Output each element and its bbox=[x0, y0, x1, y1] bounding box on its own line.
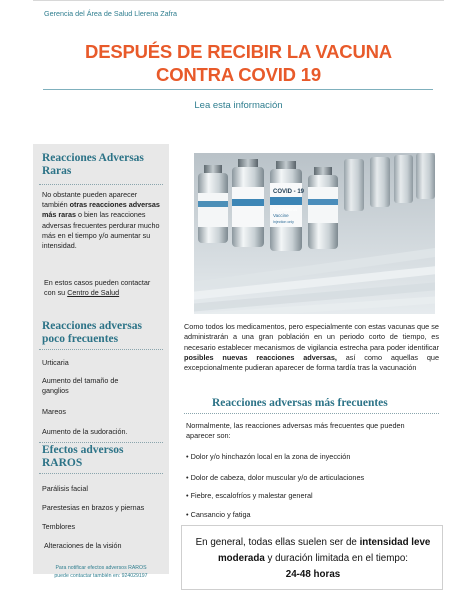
uncommon-heading-line-1: Reacciones adversas bbox=[42, 320, 142, 332]
title-line-2: CONTRA COVID 19 bbox=[156, 64, 321, 85]
vaccine-vials-photo bbox=[194, 153, 435, 314]
title-line-1: DESPUÉS DE RECIBIR LA VACUNA bbox=[85, 41, 392, 62]
sidebar-divider bbox=[39, 442, 163, 443]
uncommon-item: Aumento del tamaño de ganglios bbox=[42, 376, 119, 396]
rare-effects-heading bbox=[42, 444, 123, 470]
uncommon-heading-line-2: poco frecuentes bbox=[42, 333, 119, 345]
raros-heading-line-1: Efectos adversos bbox=[42, 444, 124, 456]
title-divider bbox=[43, 89, 433, 90]
sidebar-divider bbox=[39, 473, 163, 474]
contact-text-part: En estos casos pueden contactar con su bbox=[44, 278, 151, 298]
rare-text-part-2: o bien las reacciones adversas frecuentes perdurar mucho más en el tiempo y/o aumentar su intensidad. bbox=[42, 210, 160, 251]
intro-text-bold: posibles nuevas reacciones adversas, bbox=[184, 352, 337, 362]
document-page bbox=[33, 0, 444, 597]
page-title bbox=[33, 40, 444, 86]
duration-callout bbox=[181, 525, 443, 590]
uncommon-item: Aumento de la sudoración. bbox=[42, 427, 128, 436]
note-line-2: puede contactar también en: 924029197 bbox=[54, 573, 148, 579]
rare-reactions-text bbox=[42, 190, 162, 251]
rare-reactions-heading bbox=[42, 152, 144, 178]
frequent-reactions-heading: Reacciones adversas más frecuentes bbox=[212, 397, 388, 409]
rare-effect-item: Alteraciones de la visión bbox=[44, 541, 122, 550]
intro-text-part-1: Como todos los medicamentos, pero especialmente con estas vacunas que se administrarán a una gran población en un periodo corto de tiempo, es necesario establecer mecanismos de vigilancia estrecha para poder identificar bbox=[184, 322, 439, 352]
rare-effect-item: Parálisis facial bbox=[42, 484, 88, 493]
frequent-intro: Normalmente, las reacciones adversas más frecuentes que pueden aparecer son: bbox=[186, 421, 405, 441]
uncommon-item: Urticaria bbox=[42, 358, 69, 367]
sidebar bbox=[33, 144, 169, 579]
callout-text-part-1: En general, todas ellas suelen ser de bbox=[195, 537, 360, 548]
rare-effect-item: Temblores bbox=[42, 522, 76, 531]
subtitle: Lea esta información bbox=[194, 100, 283, 111]
rare-text-bold: otras reacciones adversas más raras bbox=[42, 200, 160, 220]
uncommon-reactions-heading bbox=[42, 320, 142, 346]
health-center-link[interactable]: Centro de Salud bbox=[67, 288, 120, 298]
callout-text-bold: intensidad leve moderada bbox=[217, 537, 431, 564]
vials-illustration bbox=[194, 153, 435, 314]
callout-text-part-2: y duración limitada en el tiempo: bbox=[264, 553, 409, 564]
frequent-item: • Cansancio y fatiga bbox=[186, 510, 251, 519]
frequent-item: • Dolor y/o hinchazón local en la zona de inyección bbox=[186, 452, 351, 461]
sidebar-divider bbox=[39, 349, 163, 350]
frequent-item: • Dolor de cabeza, dolor muscular y/o de articulaciones bbox=[186, 473, 365, 482]
callout-hours: 24-48 horas bbox=[285, 569, 341, 580]
rare-heading-line-1: Reacciones Adversas bbox=[42, 152, 144, 164]
notification-note bbox=[33, 564, 169, 580]
vial-label-4: Injection only bbox=[273, 220, 294, 224]
raros-heading-line-2: RAROS bbox=[42, 457, 83, 469]
note-line-1: Para notificar efectos adversos RAROS bbox=[55, 565, 147, 571]
rare-heading-line-2: Raras bbox=[42, 165, 72, 177]
organization-name: Gerencia del Área de Salud Llerena Zafra bbox=[44, 9, 178, 18]
contact-text bbox=[42, 278, 162, 298]
vial-label-3: Vaccine bbox=[273, 213, 289, 218]
sidebar-divider bbox=[39, 184, 163, 185]
intro-text-part-2: así como aquellas que excepcionalmente pudieran aparecer de forma tardía tras la vacunación bbox=[184, 352, 440, 373]
rare-effect-item: Parestesias en brazos y piernas bbox=[42, 503, 145, 512]
top-border bbox=[33, 0, 444, 1]
section-divider bbox=[184, 413, 439, 414]
vial-label-1: COVID - 19 bbox=[273, 189, 305, 195]
intro-paragraph bbox=[184, 322, 439, 373]
callout-text bbox=[182, 535, 444, 583]
rare-text-part-1: No obstante pueden aparecer también bbox=[42, 190, 138, 210]
vial-label-2: Coronavirus bbox=[273, 207, 298, 212]
frequent-item: • Fiebre, escalofríos y malestar general bbox=[186, 491, 313, 500]
uncommon-item: Mareos bbox=[42, 407, 66, 416]
